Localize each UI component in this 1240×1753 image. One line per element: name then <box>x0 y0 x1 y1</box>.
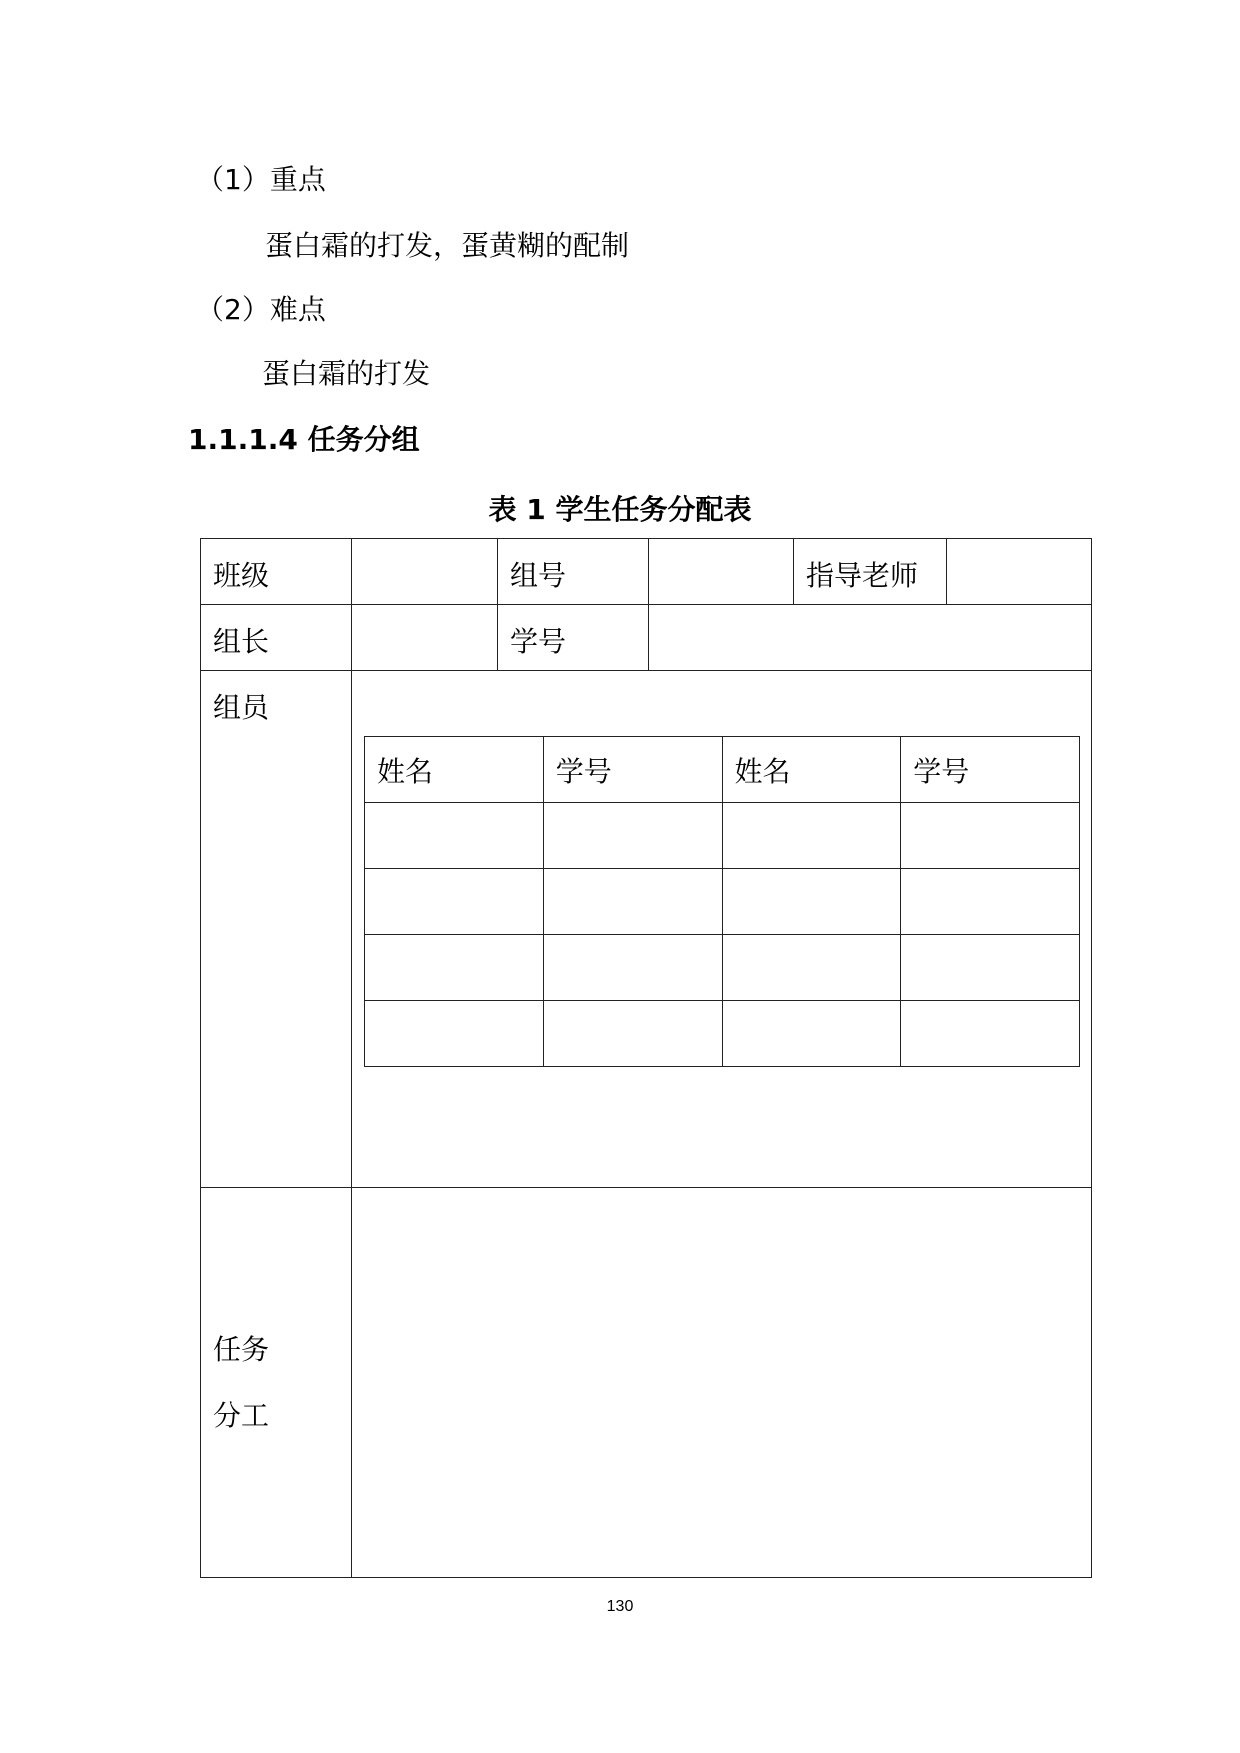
members-label: 组员 <box>213 691 270 724</box>
class-value-cell[interactable] <box>352 539 498 605</box>
point1-heading: （1）重点 <box>196 163 326 196</box>
member-cell[interactable] <box>365 803 544 869</box>
member-cell[interactable] <box>365 1001 544 1067</box>
table-row <box>365 935 1080 1001</box>
point2-heading: （2）难点 <box>196 293 326 326</box>
group-no-label: 组号 <box>510 559 567 592</box>
student-id-label: 学号 <box>510 625 567 658</box>
member-cell[interactable] <box>543 1001 722 1067</box>
member-cell[interactable] <box>901 1001 1080 1067</box>
student-id-label-cell <box>498 605 649 671</box>
table-caption: 表 1 学生任务分配表 <box>488 493 752 526</box>
member-cell[interactable] <box>722 935 901 1001</box>
members-table <box>364 736 1080 1067</box>
point1-body: 蛋白霜的打发，蛋黄糊的配制 <box>265 229 630 262</box>
class-label: 班级 <box>213 559 270 592</box>
members-header-name-1: 姓名 <box>365 737 544 803</box>
subsection-heading: 1.1.1.4 任务分组 <box>188 423 420 456</box>
member-cell[interactable] <box>543 869 722 935</box>
student-id-value-cell[interactable] <box>649 605 1092 671</box>
task-label-line2: 分工 <box>213 1398 270 1432</box>
teacher-label: 指导老师 <box>806 559 919 592</box>
member-cell[interactable] <box>543 935 722 1001</box>
member-cell[interactable] <box>901 869 1080 935</box>
task-content-cell[interactable] <box>352 1188 1092 1578</box>
members-header-id-2: 学号 <box>901 737 1080 803</box>
task-label-cell <box>201 1188 352 1578</box>
table-row <box>365 803 1080 869</box>
task-label-line1: 任务 <box>213 1332 270 1366</box>
leader-label-cell <box>201 605 352 671</box>
members-content-cell <box>352 671 1092 1188</box>
group-no-label-cell <box>498 539 649 605</box>
table-row <box>365 869 1080 935</box>
member-cell[interactable] <box>722 869 901 935</box>
teacher-value-cell[interactable] <box>947 539 1092 605</box>
table-row <box>365 1001 1080 1067</box>
point2-body: 蛋白霜的打发 <box>262 357 431 390</box>
member-cell[interactable] <box>901 935 1080 1001</box>
member-cell[interactable] <box>365 869 544 935</box>
members-label-cell <box>201 671 352 1188</box>
leader-value-cell[interactable] <box>352 605 498 671</box>
members-header-name-2: 姓名 <box>722 737 901 803</box>
member-cell[interactable] <box>543 803 722 869</box>
leader-label: 组长 <box>213 625 270 658</box>
member-cell[interactable] <box>722 1001 901 1067</box>
members-header-id-1: 学号 <box>543 737 722 803</box>
task-allocation-table <box>200 538 1092 1578</box>
group-no-value-cell[interactable] <box>649 539 794 605</box>
member-cell[interactable] <box>901 803 1080 869</box>
member-cell[interactable] <box>365 935 544 1001</box>
class-label-cell <box>201 539 352 605</box>
member-cell[interactable] <box>722 803 901 869</box>
teacher-label-cell <box>794 539 947 605</box>
page-number: 130 <box>606 1598 634 1615</box>
